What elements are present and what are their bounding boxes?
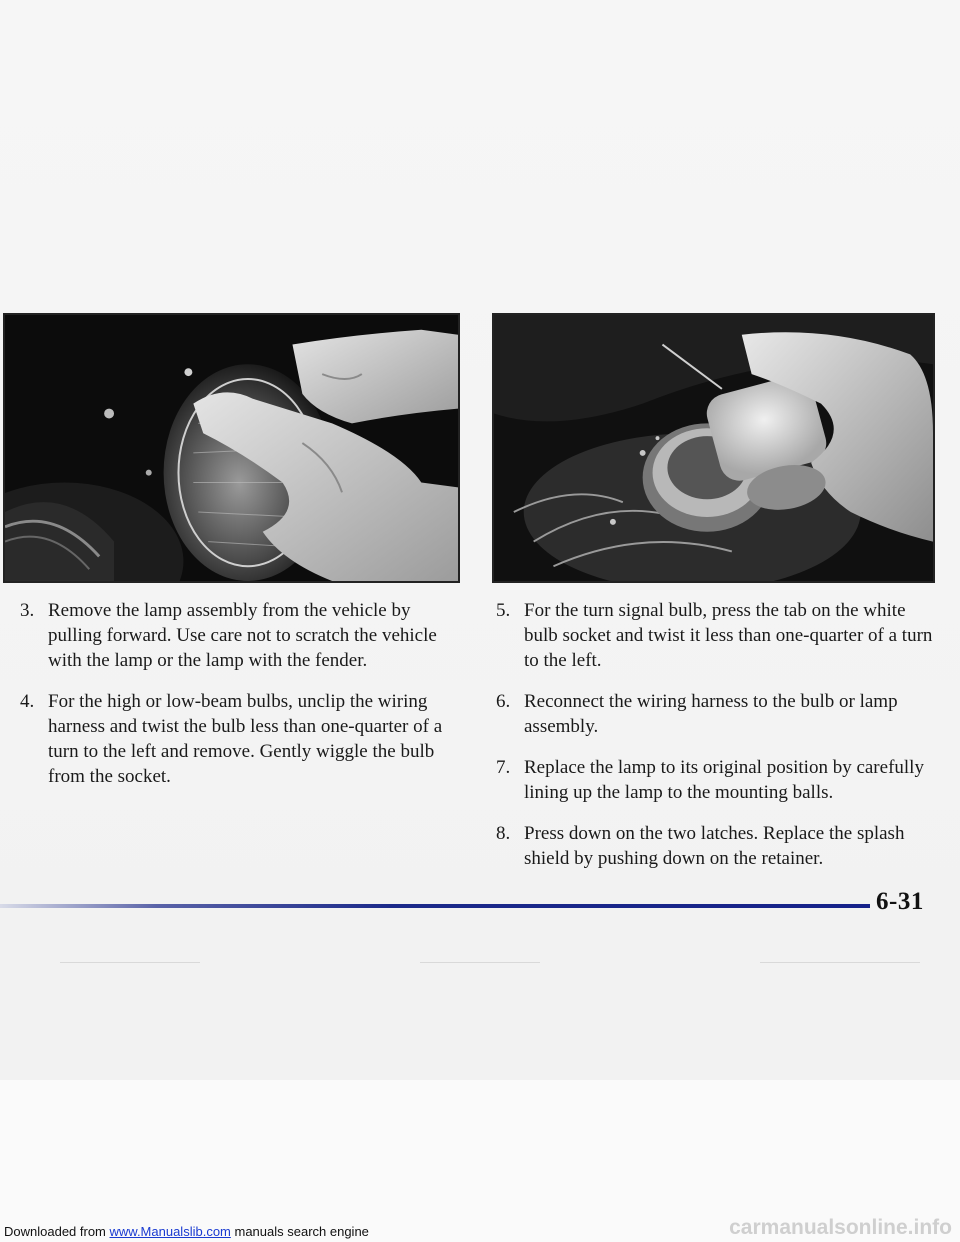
steps-left-column [20,598,460,805]
step-number: 8. [496,823,511,844]
bulb-socket-image [494,315,933,581]
step-number: 6. [496,691,511,712]
steps-right-column [496,598,942,887]
download-suffix: manuals search engine [230,1224,369,1239]
step-number: 3. [20,600,35,621]
step-number: 4. [20,691,35,712]
scan-artifact [60,962,200,963]
step-item [496,821,942,871]
page-number: 6-31 [876,888,924,915]
step-text: Replace the lamp to its original position by carefully lining up the lamp to the mounting balls. [524,757,924,803]
scan-artifact [420,962,540,963]
headlamp-removal-photo [3,313,460,583]
headlamp-removal-image [5,315,458,581]
download-prefix: Downloaded from [4,1224,110,1239]
step-text: Press down on the two latches. Replace the splash shield by pushing down on the retainer. [524,823,905,869]
step-text: For the high or low-beam bulbs, unclip the wiring harness and twist the bulb less than one-quarter of a turn to the left and remove. Gently wiggle the bulb from the socket. [48,691,443,787]
step-item [496,755,942,805]
footer-rule [0,904,870,908]
manualslib-link[interactable]: www.Manualslib.com [109,1224,231,1239]
step-text: For the turn signal bulb, press the tab on the white bulb socket and twist it less than one-quarter of a turn to the left. [524,600,933,671]
step-text: Reconnect the wiring harness to the bulb or lamp assembly. [524,691,898,737]
step-item [20,598,460,673]
step-text: Remove the lamp assembly from the vehicle by pulling forward. Use care not to scratch the vehicle with the lamp or the lamp with the fender. [48,600,437,671]
step-number: 5. [496,600,511,621]
step-item [20,689,460,789]
step-item [496,598,942,673]
step-item [496,689,942,739]
download-note [4,1224,369,1239]
step-number: 7. [496,757,511,778]
bulb-socket-photo [492,313,935,583]
site-watermark: carmanualsonline.info [729,1216,952,1239]
scan-artifact [760,962,920,963]
